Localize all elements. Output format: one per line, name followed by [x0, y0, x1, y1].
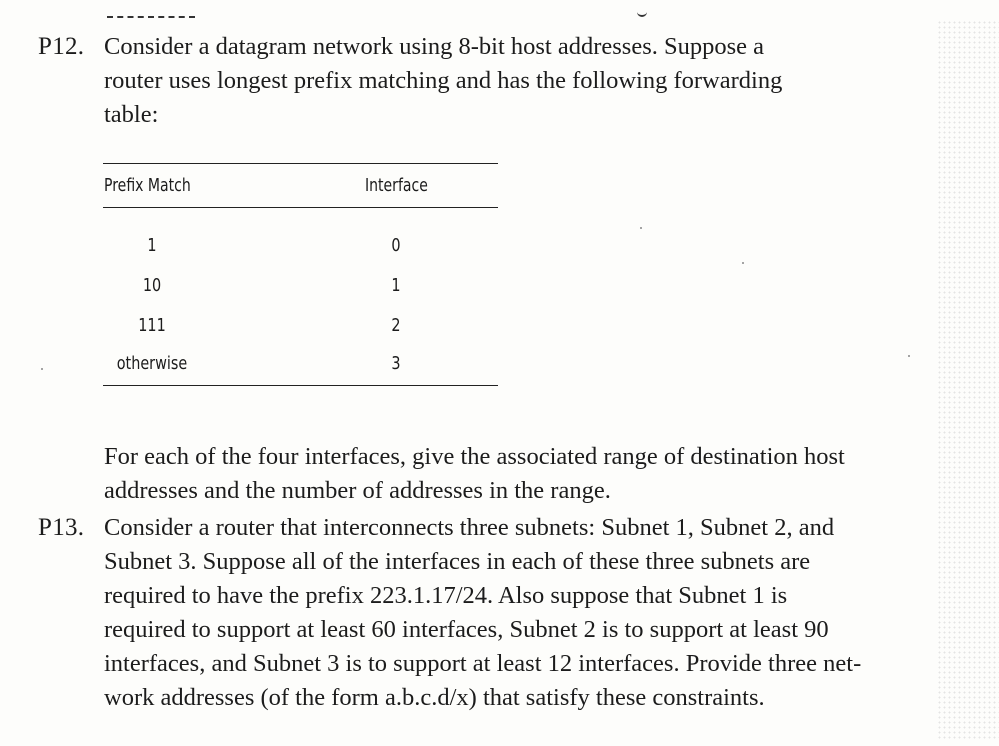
problem-text [104, 511, 954, 715]
scan-speck [41, 368, 43, 370]
table-header-rule [103, 207, 498, 208]
text-line: table: [104, 101, 159, 128]
header-interface: Interface [365, 175, 428, 196]
forwarding-table [103, 163, 498, 388]
text-line: addresses and the number of addresses in the range. [104, 477, 611, 504]
top-pen-mark [637, 10, 647, 17]
table-row [103, 315, 498, 353]
scan-speck [908, 355, 910, 357]
table-top-rule [103, 163, 498, 164]
table-row [103, 235, 498, 273]
text-line: required to have the prefix 223.1.17/24. Also suppose that Subnet 1 is [104, 582, 788, 609]
top-dashed-rule [107, 16, 195, 18]
scan-speck [640, 227, 642, 229]
p12-followup-text [104, 440, 954, 508]
text-line: For each of the four interfaces, give the associated range of destination host [104, 443, 845, 470]
interface-cell: 3 [391, 353, 401, 374]
prefix-cell: 111 [138, 315, 166, 336]
problem-number: P12. [38, 33, 85, 60]
prefix-cell: 10 [142, 275, 162, 296]
text-line: work addresses (of the form a.b.c.d/x) that satisfy these constraints. [104, 684, 765, 711]
prefix-cell: otherwise [116, 353, 188, 374]
problem-number: P13. [38, 514, 85, 541]
interface-cell: 1 [391, 275, 401, 296]
scan-speck [742, 262, 744, 264]
header-prefix-match: Prefix Match [104, 175, 191, 196]
table-row [103, 275, 498, 313]
table-bottom-rule [103, 385, 498, 386]
interface-cell: 2 [391, 315, 401, 336]
text-line: required to support at least 60 interfaces, Subnet 2 is to support at least 90 [104, 616, 829, 643]
problem-text [104, 30, 954, 132]
text-line: Subnet 3. Suppose all of the interfaces in each of these three subnets are [104, 548, 811, 575]
interface-cell: 0 [391, 235, 401, 256]
text-line: Consider a datagram network using 8-bit host addresses. Suppose a [104, 33, 765, 60]
text-line: router uses longest prefix matching and has the following forwarding [104, 67, 783, 94]
text-line: Consider a router that interconnects three subnets: Subnet 1, Subnet 2, and [104, 514, 835, 541]
prefix-cell: 1 [147, 235, 157, 256]
text-line: interfaces, and Subnet 3 is to support at least 12 interfaces. Provide three net- [104, 650, 862, 677]
